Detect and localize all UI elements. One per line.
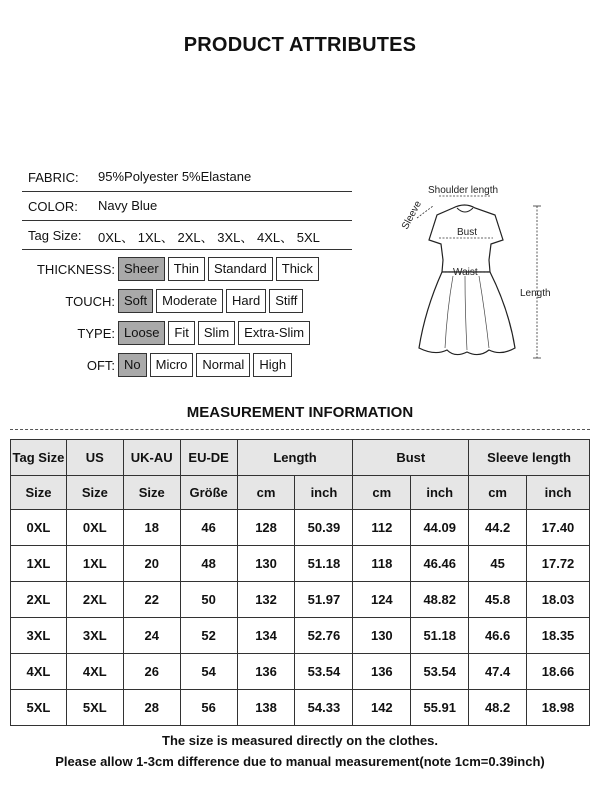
attribute-row — [22, 193, 352, 221]
table-cell: 54.33 — [295, 690, 353, 726]
measurement-title: MEASUREMENT INFORMATION — [186, 404, 414, 421]
dress-svg — [395, 180, 595, 370]
option-chip: Thin — [168, 257, 205, 281]
table-cell: 136 — [237, 654, 295, 690]
table-cell: 3XL — [11, 618, 67, 654]
table-cell: 48 — [180, 546, 237, 582]
table-subheader-cell: inch — [411, 476, 469, 510]
table-cell: 46 — [180, 510, 237, 546]
option-chip: Loose — [118, 321, 165, 345]
table-row — [11, 546, 590, 582]
table-row — [11, 582, 590, 618]
option-chip: Micro — [150, 353, 194, 377]
option-label: TOUCH: — [65, 294, 115, 309]
option-chip: No — [118, 353, 147, 377]
table-header-cell: EU-DE — [180, 440, 237, 476]
table-cell: 17.72 — [527, 546, 590, 582]
option-label: OFT: — [86, 358, 115, 373]
attribute-row — [22, 222, 352, 250]
table-cell: 4XL — [11, 654, 67, 690]
table-subheader-cell: inch — [527, 476, 590, 510]
table-cell: 52 — [180, 618, 237, 654]
bust-label: Bust — [457, 227, 478, 238]
option-chip: Soft — [118, 289, 153, 313]
table-cell: 51.18 — [411, 618, 469, 654]
table-row — [11, 510, 590, 546]
table-cell: 45 — [469, 546, 527, 582]
table-header-cell: Length — [237, 440, 353, 476]
option-chip: High — [253, 353, 292, 377]
option-items — [118, 289, 303, 313]
table-cell: 55.91 — [411, 690, 469, 726]
table-cell: 18.03 — [527, 582, 590, 618]
table-subheader-cell: Size — [123, 476, 180, 510]
table-cell: 47.4 — [469, 654, 527, 690]
table-row — [11, 690, 590, 726]
table-header-cell: Tag Size — [11, 440, 67, 476]
option-chip: Moderate — [156, 289, 223, 313]
option-chip: Sheer — [118, 257, 165, 281]
length-label: Length — [520, 288, 551, 299]
table-cell: 44.09 — [411, 510, 469, 546]
table-cell: 2XL — [66, 582, 123, 618]
waist-label: Waist — [453, 267, 478, 278]
table-cell: 20 — [123, 546, 180, 582]
shoulder-label: Shoulder length — [428, 185, 499, 196]
table-header-cell: UK-AU — [123, 440, 180, 476]
table-cell: 51.18 — [295, 546, 353, 582]
table-subheader-cell: Größe — [180, 476, 237, 510]
table-cell: 51.97 — [295, 582, 353, 618]
table-cell: 18 — [123, 510, 180, 546]
table-cell: 130 — [237, 546, 295, 582]
footer-note-2: Please allow 1-3cm difference due to manual measurement(note 1cm=0.39inch) — [55, 754, 545, 769]
dress-diagram — [395, 180, 595, 370]
option-chip: Hard — [226, 289, 266, 313]
table-cell: 0XL — [11, 510, 67, 546]
option-chip: Thick — [276, 257, 319, 281]
table-cell: 48.2 — [469, 690, 527, 726]
attribute-value: Navy Blue — [98, 198, 158, 213]
size-table — [10, 439, 590, 726]
table-cell: 18.35 — [527, 618, 590, 654]
option-items — [118, 257, 319, 281]
table-cell: 50 — [180, 582, 237, 618]
table-cell: 1XL — [11, 546, 67, 582]
table-cell: 52.76 — [295, 618, 353, 654]
option-chip: Slim — [198, 321, 235, 345]
table-cell: 130 — [353, 618, 411, 654]
table-row — [11, 618, 590, 654]
table-cell: 142 — [353, 690, 411, 726]
table-header-cell: Sleeve length — [469, 440, 590, 476]
table-subheader-cell: cm — [469, 476, 527, 510]
table-cell: 28 — [123, 690, 180, 726]
table-cell: 1XL — [66, 546, 123, 582]
option-chip: Stiff — [269, 289, 303, 313]
page-title: PRODUCT ATTRIBUTES — [183, 34, 417, 56]
table-row — [11, 654, 590, 690]
table-cell: 132 — [237, 582, 295, 618]
table-subheader-row — [11, 476, 590, 510]
table-cell: 46.6 — [469, 618, 527, 654]
table-cell: 22 — [123, 582, 180, 618]
table-cell: 2XL — [11, 582, 67, 618]
option-label: THICKNESS: — [36, 262, 115, 277]
table-cell: 4XL — [66, 654, 123, 690]
attribute-value: 95%Polyester 5%Elastane — [98, 169, 252, 184]
table-cell: 0XL — [66, 510, 123, 546]
attribute-value: 0XL、 1XL、 2XL、 3XL、 4XL、 5XL — [98, 230, 320, 245]
table-cell: 3XL — [66, 618, 123, 654]
table-cell: 136 — [353, 654, 411, 690]
dashed-divider — [10, 429, 590, 430]
table-cell: 53.54 — [411, 654, 469, 690]
option-items — [118, 353, 292, 377]
table-subheader-cell: Size — [66, 476, 123, 510]
option-chip: Extra-Slim — [238, 321, 310, 345]
attribute-label: FABRIC: — [28, 170, 79, 185]
table-subheader-cell: cm — [237, 476, 295, 510]
table-header-row — [11, 440, 590, 476]
table-cell: 56 — [180, 690, 237, 726]
option-chip: Standard — [208, 257, 273, 281]
table-cell: 17.40 — [527, 510, 590, 546]
table-header-cell: Bust — [353, 440, 469, 476]
attribute-row — [22, 164, 352, 192]
table-cell: 118 — [353, 546, 411, 582]
table-cell: 46.46 — [411, 546, 469, 582]
table-cell: 50.39 — [295, 510, 353, 546]
table-cell: 18.98 — [527, 690, 590, 726]
table-cell: 18.66 — [527, 654, 590, 690]
attribute-label: COLOR: — [28, 199, 78, 214]
table-cell: 45.8 — [469, 582, 527, 618]
option-label: TYPE: — [77, 326, 115, 341]
option-chip: Fit — [168, 321, 194, 345]
footer-note-1: The size is measured directly on the clothes. — [162, 733, 438, 748]
table-cell: 44.2 — [469, 510, 527, 546]
attribute-label: Tag Size: — [28, 228, 82, 243]
option-chip: Normal — [196, 353, 250, 377]
sleeve-label: Sleeve — [399, 199, 425, 232]
table-cell: 124 — [353, 582, 411, 618]
table-cell: 134 — [237, 618, 295, 654]
option-items — [118, 321, 310, 345]
table-cell: 5XL — [11, 690, 67, 726]
table-header-cell: US — [66, 440, 123, 476]
table-cell: 54 — [180, 654, 237, 690]
table-cell: 53.54 — [295, 654, 353, 690]
table-cell: 138 — [237, 690, 295, 726]
table-cell: 24 — [123, 618, 180, 654]
table-cell: 5XL — [66, 690, 123, 726]
table-subheader-cell: Size — [11, 476, 67, 510]
table-subheader-cell: cm — [353, 476, 411, 510]
table-cell: 112 — [353, 510, 411, 546]
table-subheader-cell: inch — [295, 476, 353, 510]
table-cell: 128 — [237, 510, 295, 546]
table-cell: 26 — [123, 654, 180, 690]
table-cell: 48.82 — [411, 582, 469, 618]
